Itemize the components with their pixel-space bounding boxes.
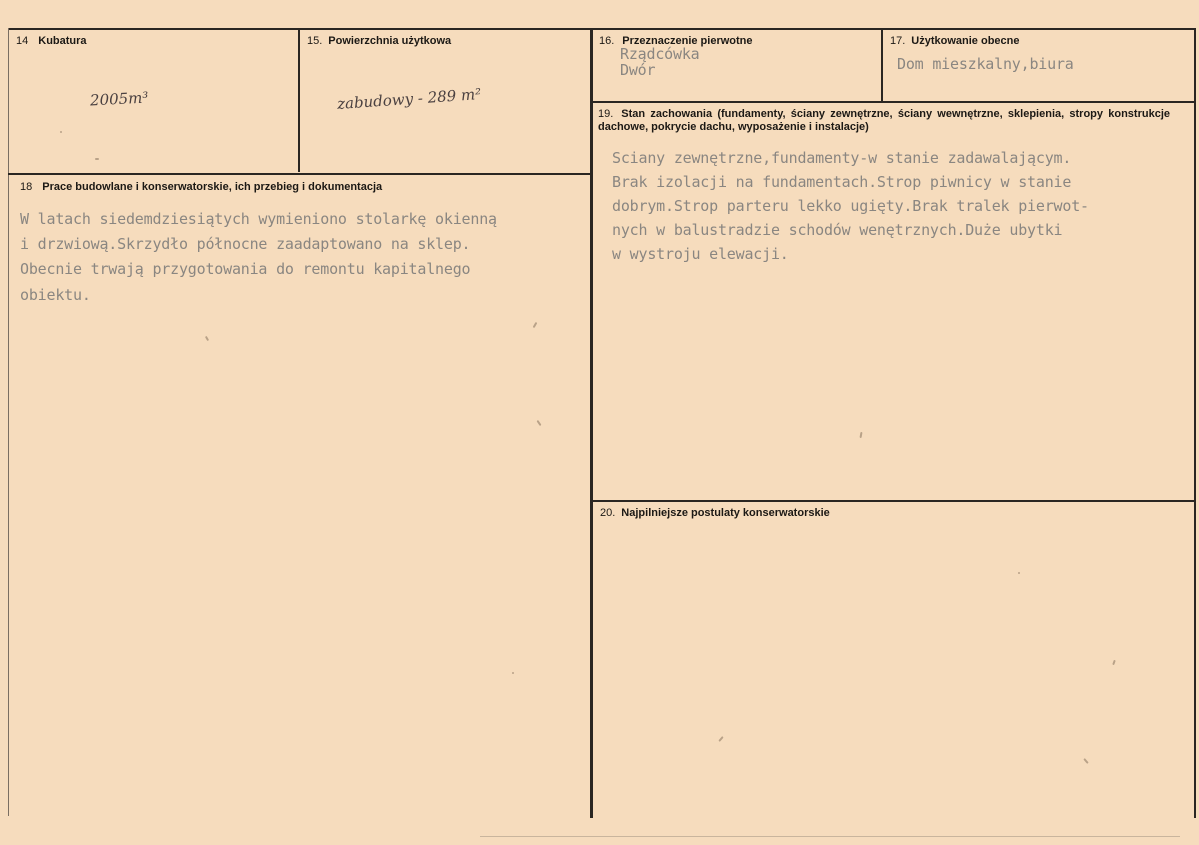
bottom-faint-line [480, 836, 1180, 837]
field-17-number: 17. [890, 35, 906, 47]
right-border [1194, 28, 1196, 818]
field-17-label [890, 35, 1020, 48]
field-16-line-1: Rządcówka [620, 45, 700, 63]
field-19-label [598, 108, 1170, 134]
field-17-title: Użytkowanie obecne [911, 35, 1020, 47]
main-vertical-divider [590, 28, 593, 818]
field-19-title: Stan zachowania (fundamenty, ściany zewnętrzne, ściany wewnętrzne, sklepienia, stropy konstrukcje dachowe, pokrycie dachu, wyposażenie i instalacje) [598, 108, 1170, 133]
divider-16-17 [881, 28, 883, 102]
field-16-number: 16. [599, 35, 615, 47]
field-19-line-1: Sciany zewnętrzne,fundamenty-w stanie zadawalającym. [612, 149, 1072, 167]
field-18-label [20, 181, 382, 194]
paper-speck [718, 736, 723, 742]
field-15-title: Powierzchnia użytkowa [328, 35, 452, 47]
paper-speck [95, 158, 99, 160]
field-14-number: 14 [16, 35, 29, 47]
paper-speck [1018, 572, 1020, 574]
paper-speck [1083, 758, 1088, 764]
field-14-label [16, 35, 87, 48]
field-16-title: Przeznaczenie pierwotne [622, 35, 753, 47]
field-15-number: 15. [307, 35, 323, 47]
divider-under-14-15 [8, 173, 592, 175]
field-17-value: Dom mieszkalny,biura [897, 55, 1074, 73]
field-18-number: 18 [20, 181, 33, 193]
paper-speck [60, 131, 62, 133]
field-16-line-2: Dwór [620, 61, 656, 79]
field-15-label [307, 35, 451, 48]
paper-speck [533, 322, 538, 328]
left-border [8, 28, 9, 816]
field-20-title: Najpilniejsze postulaty konserwatorskie [621, 507, 830, 519]
field-18-title: Prace budowlane i konserwatorskie, ich przebieg i dokumentacja [42, 181, 383, 193]
field-18-line-1: W latach siedemdziesiątych wymieniono stolarkę okienną [20, 210, 497, 228]
field-18-line-2: i drzwiową.Skrzydło północne zaadaptowano na sklep. [20, 235, 471, 253]
field-15-value: zabudowy - 289 m² [336, 84, 482, 114]
field-18-line-4: obiektu. [20, 286, 91, 304]
field-19-line-2: Brak izolacji na fundamentach.Strop piwnicy w stanie [612, 173, 1072, 191]
paper-speck [205, 336, 209, 341]
paper-speck [512, 672, 514, 674]
field-20-number: 20. [600, 507, 616, 519]
field-14-value: 2005m³ [89, 88, 149, 110]
divider-14-15 [298, 28, 300, 172]
field-19-line-4: nych w balustradzie schodów wenętrznych.Duże ubytki [612, 221, 1063, 239]
paper-speck [859, 432, 862, 438]
field-20-label [600, 507, 830, 520]
top-border [8, 28, 1196, 30]
divider-under-16-17 [592, 101, 1196, 103]
paper-speck [536, 420, 541, 426]
paper-speck [1112, 660, 1116, 665]
field-19-line-5: w wystroju elewacji. [612, 245, 789, 263]
field-14-title: Kubatura [38, 35, 87, 47]
field-19-number: 19. [598, 108, 614, 120]
field-19-line-3: dobrym.Strop parteru lekko ugięty.Brak tralek pierwot- [612, 197, 1089, 215]
divider-under-19 [592, 500, 1196, 502]
field-18-line-3: Obecnie trwają przygotowania do remontu kapitalnego [20, 260, 471, 278]
